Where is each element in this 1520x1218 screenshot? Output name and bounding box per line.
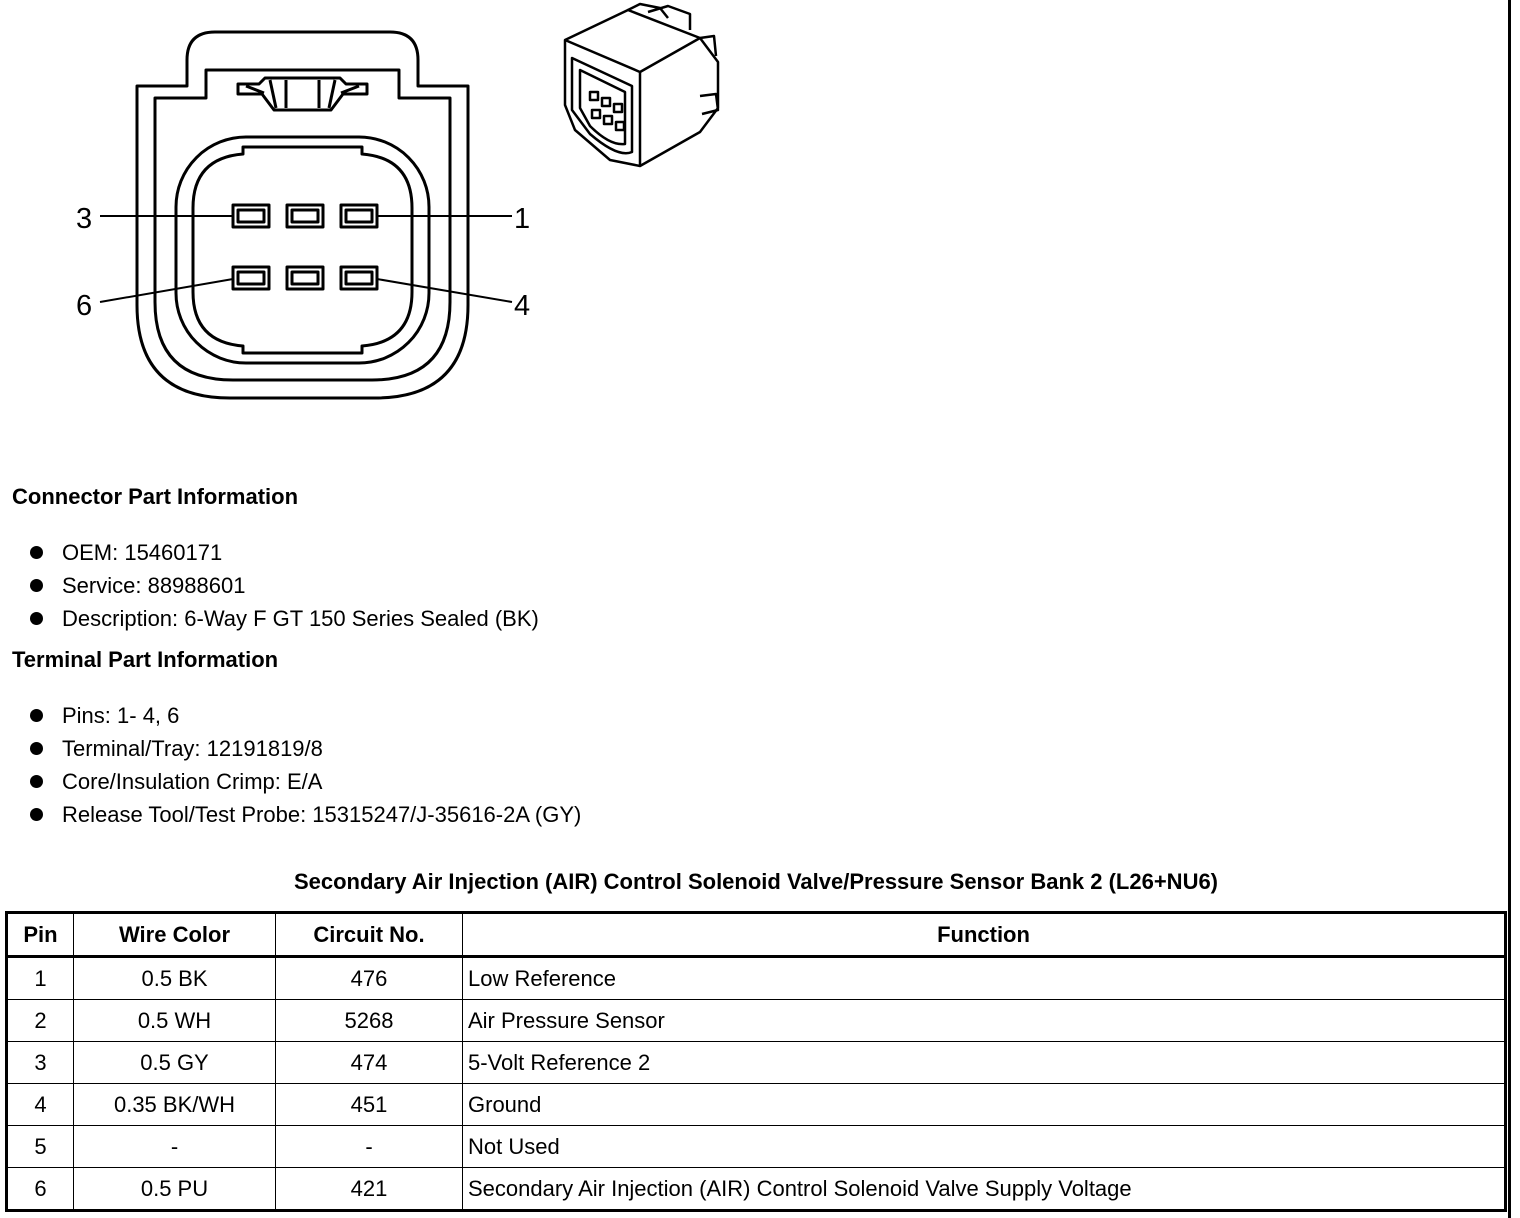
cell-circuit-no: 476 <box>276 957 463 1000</box>
table-row <box>7 1126 1506 1168</box>
table-row <box>7 1000 1506 1042</box>
cell-wire-color: 0.5 GY <box>74 1042 276 1084</box>
connector-face-inner <box>193 147 412 353</box>
connector-latch <box>238 78 367 110</box>
list-item: OEM: 15460171 <box>30 536 539 569</box>
pin-cavity <box>233 267 269 289</box>
table-title: Secondary Air Injection (AIR) Control Solenoid Valve/Pressure Sensor Bank 2 (L26+NU6) <box>293 869 1219 894</box>
cell-circuit-no: 474 <box>276 1042 463 1084</box>
connector-info-title: Connector Part Information <box>12 484 299 509</box>
list-item: Description: 6-Way F GT 150 Series Sealed (BK) <box>30 602 539 635</box>
pin-cavity <box>341 267 377 289</box>
cell-pin: 3 <box>7 1042 74 1084</box>
cell-function: Not Used <box>463 1126 1506 1168</box>
pin-cavity <box>233 205 269 227</box>
cell-function: Low Reference <box>463 957 1506 1000</box>
cell-circuit-no: 421 <box>276 1168 463 1211</box>
table-row <box>7 1084 1506 1126</box>
cell-pin: 5 <box>7 1126 74 1168</box>
connector-isometric-view <box>565 4 718 166</box>
cell-function: 5-Volt Reference 2 <box>463 1042 1506 1084</box>
page-right-rule <box>1508 0 1511 1218</box>
cell-wire-color: 0.5 WH <box>74 1000 276 1042</box>
list-item: Terminal/Tray: 12191819/8 <box>30 732 581 765</box>
column-header-function: Function <box>463 913 1506 957</box>
cell-wire-color: 0.35 BK/WH <box>74 1084 276 1126</box>
cell-circuit-no: 5268 <box>276 1000 463 1042</box>
table-row <box>7 957 1506 1000</box>
cell-pin: 6 <box>7 1168 74 1211</box>
list-item: Core/Insulation Crimp: E/A <box>30 765 581 798</box>
terminal-info-list <box>30 699 581 831</box>
table-row <box>7 1042 1506 1084</box>
cell-function: Secondary Air Injection (AIR) Control Solenoid Valve Supply Voltage <box>463 1168 1506 1211</box>
list-item: Service: 88988601 <box>30 569 539 602</box>
cell-function: Air Pressure Sensor <box>463 1000 1506 1042</box>
pin-label-3: 3 <box>76 203 93 235</box>
pin-label-4: 4 <box>514 290 531 322</box>
connector-face-outer <box>176 137 429 363</box>
pin-cavity <box>287 267 323 289</box>
table-row <box>7 1168 1506 1211</box>
column-header-circuit-no: Circuit No. <box>276 913 463 957</box>
cell-wire-color: 0.5 BK <box>74 957 276 1000</box>
cell-wire-color: 0.5 PU <box>74 1168 276 1211</box>
cell-pin: 1 <box>7 957 74 1000</box>
connector-inner-outline <box>155 70 450 380</box>
cell-circuit-no: 451 <box>276 1084 463 1126</box>
pinout-table <box>5 911 1507 1212</box>
table-header-row <box>7 913 1506 957</box>
cell-wire-color: - <box>74 1126 276 1168</box>
leader-line-pin-6 <box>100 279 233 302</box>
pin-cavity <box>287 205 323 227</box>
terminal-info-title: Terminal Part Information <box>12 647 279 672</box>
pin-cavity <box>341 205 377 227</box>
connector-info-list <box>30 536 539 635</box>
leader-line-pin-4 <box>377 279 512 302</box>
cell-circuit-no: - <box>276 1126 463 1168</box>
column-header-wire-color: Wire Color <box>74 913 276 957</box>
pin-label-6: 6 <box>76 290 93 322</box>
cell-function: Ground <box>463 1084 1506 1126</box>
list-item: Pins: 1- 4, 6 <box>30 699 581 732</box>
column-header-pin: Pin <box>7 913 74 957</box>
cell-pin: 2 <box>7 1000 74 1042</box>
list-item: Release Tool/Test Probe: 15315247/J-35616-2A (GY) <box>30 798 581 831</box>
cell-pin: 4 <box>7 1084 74 1126</box>
connector-diagram <box>0 0 760 420</box>
pin-label-1: 1 <box>514 203 531 235</box>
